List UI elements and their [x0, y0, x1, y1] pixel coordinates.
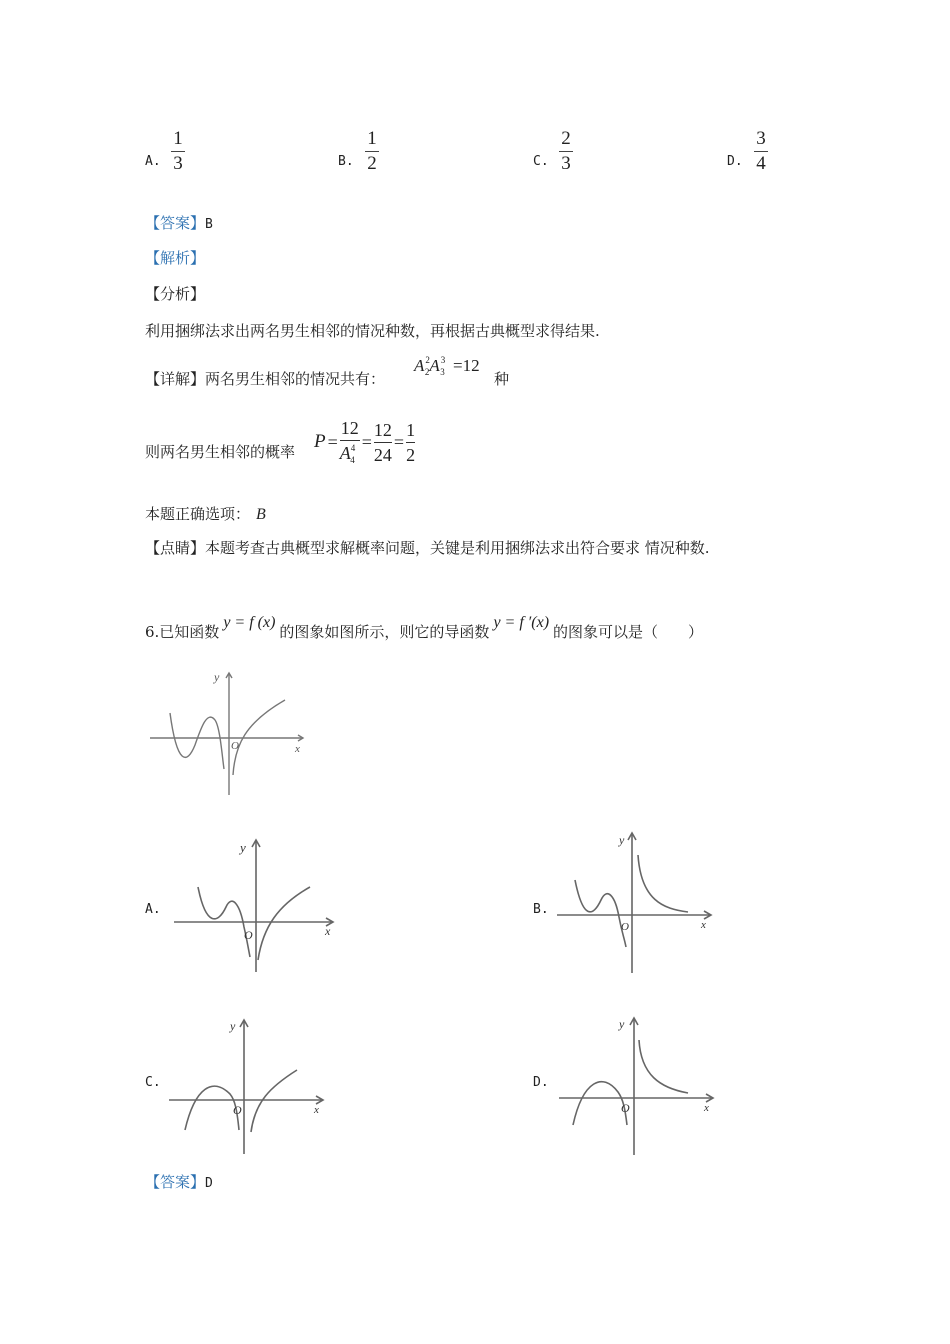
- axis-y-label: y: [619, 833, 625, 847]
- arrangement-formula: $A^2_2A^3_3 =12$: [414, 355, 480, 377]
- option-fraction: 2 3: [559, 128, 573, 175]
- origin-label: O: [231, 740, 239, 752]
- origin-label: O: [621, 1101, 630, 1115]
- option-letter: B.: [338, 154, 354, 169]
- q6-answer-line: 【答案】D: [145, 1173, 213, 1191]
- option-fraction: 1 3: [171, 128, 185, 175]
- option-letter: D.: [727, 154, 743, 169]
- graph-option-c-letter: C.: [145, 1075, 161, 1090]
- origin-label: O: [244, 928, 253, 942]
- axis-x-label: x: [295, 743, 300, 755]
- axis-x-label: x: [704, 1102, 709, 1114]
- axis-x-label: x: [314, 1104, 319, 1116]
- axis-y-label: y: [214, 670, 220, 684]
- option-letter: C.: [533, 154, 549, 169]
- option-fraction: 1 2: [365, 128, 379, 175]
- axis-y-label: y: [240, 840, 246, 855]
- correct-option-line: 本题正确选项： B: [145, 505, 266, 523]
- option-letter: A.: [145, 154, 161, 169]
- probability-text: 则两名男生相邻的概率: [145, 443, 296, 461]
- graph-option-b-letter: B.: [533, 902, 549, 917]
- origin-label: O: [621, 921, 629, 933]
- axis-y-label: y: [619, 1017, 625, 1031]
- fenxi-text: 利用捆绑法求出两名男生相邻的情况种数，再根据古典概型求得结果.: [145, 322, 600, 340]
- detail-tail: 种: [494, 370, 510, 388]
- axis-x-label: x: [701, 919, 706, 931]
- axis-x-label: x: [325, 924, 331, 938]
- graph-option-a-letter: A.: [145, 902, 161, 917]
- graph-option-b: [553, 825, 723, 975]
- graph-option-c: [165, 1012, 330, 1157]
- q6-stem: 6.已知函数y = f (x)的图象如图所示，则它的导函数y = f ′(x)的图象可以是（ ）: [145, 614, 704, 641]
- graph-option-a: [168, 832, 348, 977]
- graph-option-d-letter: D.: [533, 1075, 549, 1090]
- probability-formula: P = 12 $A^4_4$ = 12 24 = 1 2: [314, 418, 416, 465]
- answer-line: 【答案】B: [145, 214, 213, 232]
- graph-original: [145, 665, 315, 800]
- axis-y-label: y: [230, 1019, 236, 1033]
- fenxi-heading: 【分析】: [145, 285, 206, 303]
- origin-label: O: [233, 1103, 242, 1117]
- analysis-heading: 【解析】: [145, 249, 206, 267]
- detail-line: 【详解】两名男生相邻的情况共有：: [145, 370, 386, 388]
- graph-option-d: [555, 1010, 720, 1158]
- review-line: 【点睛】本题考查古典概型求解概率问题，关键是利用捆绑法求出符合要求 情况种数.: [145, 539, 710, 557]
- option-fraction: 3 4: [754, 128, 768, 175]
